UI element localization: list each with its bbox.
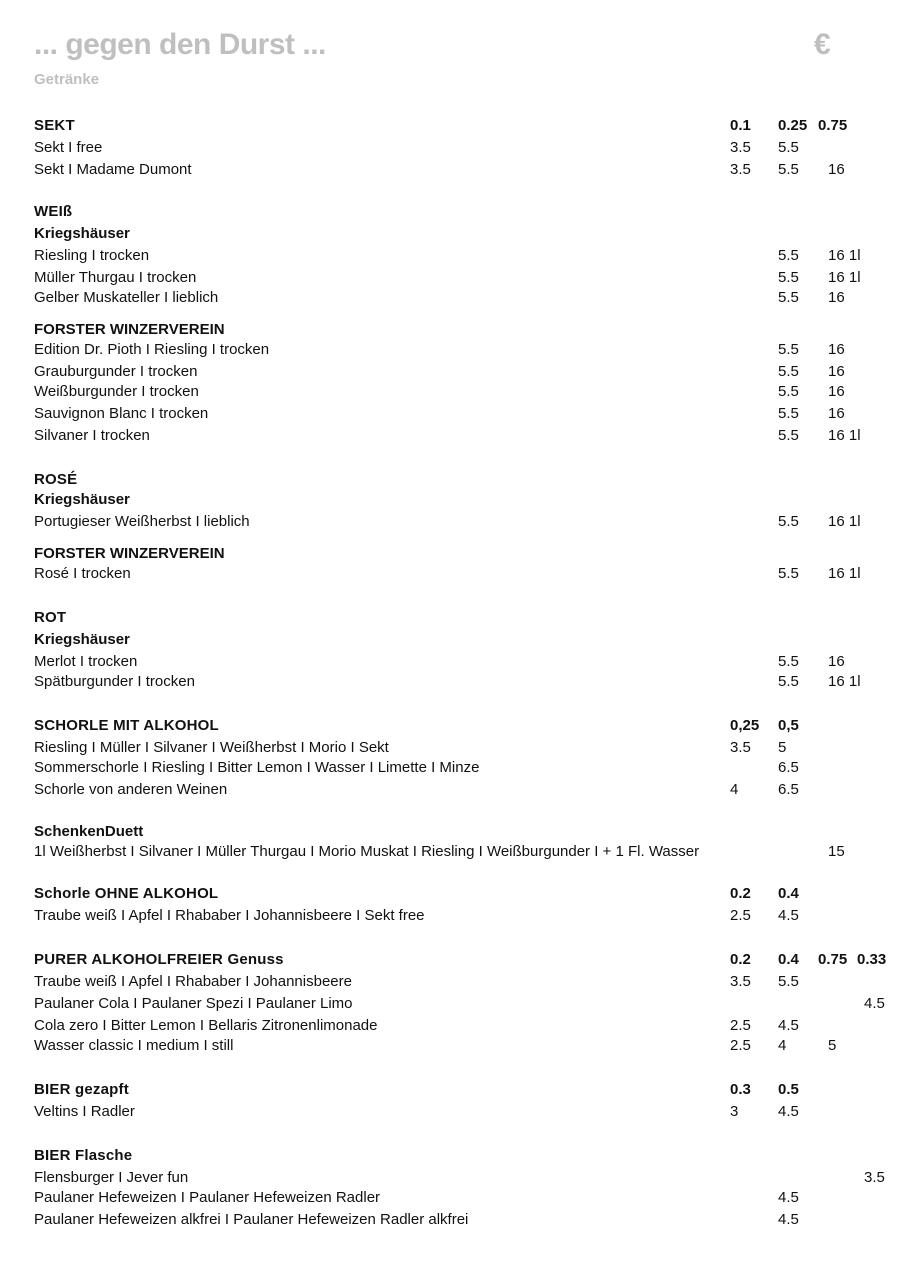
price-value: 4.5 (778, 1017, 799, 1034)
section-heading (0, 608, 912, 628)
menu-item-row (0, 1168, 912, 1188)
price-value: 5.5 (778, 565, 799, 582)
menu-item-row (0, 426, 912, 446)
price-value: 3.5 (730, 139, 751, 156)
menu-item-row (0, 268, 912, 288)
price-value: 3.5 (730, 973, 751, 990)
price-value: 16 1l (828, 513, 861, 530)
price-value: 4 (730, 781, 739, 798)
size-header: 0.2 (730, 885, 751, 902)
price-value: 3.5 (730, 739, 751, 756)
heading-label: Kriegshäuser (34, 491, 130, 508)
item-label: Traube weiß I Apfel I Rhababer I Johannisbeere I Sekt free (34, 907, 425, 924)
price-value: 4.5 (778, 1211, 799, 1228)
heading-label: BIER Flasche (34, 1147, 133, 1164)
menu-item-row (0, 758, 912, 778)
heading-label: SCHORLE MIT ALKOHOL (34, 717, 219, 734)
heading-label: ROT (34, 609, 67, 626)
price-value: 5.5 (778, 673, 799, 690)
item-label: Riesling I trocken (34, 247, 150, 264)
menu-item-row (0, 672, 912, 692)
price-value: 16 (828, 405, 845, 422)
price-value: 5.5 (778, 289, 799, 306)
menu-item-row (0, 1016, 912, 1036)
price-value: 16 (828, 341, 845, 358)
price-value: 4.5 (778, 907, 799, 924)
subsection-heading (0, 320, 912, 340)
size-header: 0.3 (730, 1081, 751, 1098)
menu-item-row (0, 972, 912, 992)
size-header: 0.75 (818, 117, 848, 134)
section-heading (0, 716, 912, 736)
item-label: Merlot I trocken (34, 653, 138, 670)
item-label: Wasser classic I medium I still (34, 1037, 234, 1054)
heading-label: BIER gezapft (34, 1081, 129, 1098)
section-heading (0, 202, 912, 222)
item-label: Traube weiß I Apfel I Rhababer I Johannisbeere (34, 973, 352, 990)
heading-label: ROSÉ (34, 471, 78, 488)
page-title: ... gegen den Durst ... (34, 28, 326, 61)
item-label: Sommerschorle I Riesling I Bitter Lemon I Wasser I Limette I Minze (34, 759, 480, 776)
subsection-heading (0, 822, 912, 842)
price-value: 16 1l (828, 247, 861, 264)
section-heading (0, 116, 912, 136)
price-value: 16 (828, 653, 845, 670)
price-value: 2.5 (730, 1037, 751, 1054)
item-label: Weißburgunder I trocken (34, 383, 199, 400)
price-value: 5.5 (778, 973, 799, 990)
menu-item-row (0, 404, 912, 424)
price-value: 5 (828, 1037, 837, 1054)
size-header: 0.4 (778, 951, 799, 968)
price-value: 5.5 (778, 161, 799, 178)
item-label: Portugieser Weißherbst I lieblich (34, 513, 250, 530)
menu-item-row (0, 288, 912, 308)
price-value: 2.5 (730, 1017, 751, 1034)
menu-item-row (0, 1036, 912, 1056)
size-header: 0,5 (778, 717, 799, 734)
price-value: 6.5 (778, 781, 799, 798)
price-value: 2.5 (730, 907, 751, 924)
size-header: 0.75 (818, 951, 848, 968)
menu-item-row (0, 780, 912, 800)
price-value: 16 (828, 383, 845, 400)
item-label: Gelber Muskateller I lieblich (34, 289, 219, 306)
item-label: Cola zero I Bitter Lemon I Bellaris Zitronenlimonade (34, 1017, 378, 1034)
heading-label: Kriegshäuser (34, 225, 130, 242)
menu-item-row (0, 512, 912, 532)
item-label: Rosé I trocken (34, 565, 131, 582)
size-header: 0.25 (778, 117, 808, 134)
price-value: 5.5 (778, 139, 799, 156)
price-value: 5.5 (778, 247, 799, 264)
item-label: Paulaner Hefeweizen I Paulaner Hefeweizen Radler (34, 1189, 381, 1206)
item-label: Paulaner Hefeweizen alkfrei I Paulaner Hefeweizen Radler alkfrei (34, 1211, 469, 1228)
size-header: 0,25 (730, 717, 760, 734)
item-label: Sekt I free (34, 139, 103, 156)
size-header: 0.1 (730, 117, 751, 134)
price-value: 5 (778, 739, 787, 756)
menu-item-row (0, 382, 912, 402)
price-value: 3 (730, 1103, 739, 1120)
section-heading (0, 470, 912, 490)
price-value: 16 (828, 363, 845, 380)
size-header: 0.5 (778, 1081, 799, 1098)
size-header: 0.33 (857, 951, 887, 968)
menu-item-row (0, 1210, 912, 1230)
price-value: 15 (828, 843, 845, 860)
heading-label: Kriegshäuser (34, 631, 130, 648)
menu-item-row (0, 842, 912, 862)
item-label: Sekt I Madame Dumont (34, 161, 192, 178)
menu-item-row (0, 246, 912, 266)
heading-label: Schorle OHNE ALKOHOL (34, 885, 219, 902)
price-value: 3.5 (730, 161, 751, 178)
heading-label: FORSTER WINZERVEREIN (34, 321, 225, 338)
heading-label: SEKT (34, 117, 75, 134)
price-value: 6.5 (778, 759, 799, 776)
item-label: Riesling I Müller I Silvaner I Weißherbst I Morio I Sekt (34, 739, 389, 756)
menu-item-row (0, 906, 912, 926)
heading-label: PURER ALKOHOLFREIER Genuss (34, 951, 284, 968)
menu-item-row (0, 362, 912, 382)
item-label: Grauburgunder I trocken (34, 363, 198, 380)
price-value: 16 1l (828, 565, 861, 582)
size-header: 0.4 (778, 885, 799, 902)
menu-item-row (0, 1102, 912, 1122)
section-heading (0, 950, 912, 970)
price-value: 4.5 (778, 1189, 799, 1206)
currency-symbol: € (814, 28, 831, 61)
item-label: Flensburger I Jever fun (34, 1169, 189, 1186)
menu-item-row (0, 160, 912, 180)
section-heading (0, 1146, 912, 1166)
heading-label: FORSTER WINZERVEREIN (34, 545, 225, 562)
menu-item-row (0, 994, 912, 1014)
price-value: 16 1l (828, 673, 861, 690)
price-value: 5.5 (778, 405, 799, 422)
item-label: 1l Weißherbst I Silvaner I Müller Thurgau I Morio Muskat I Riesling I Weißburgunder I + 1 Fl. Wasser (34, 843, 700, 860)
item-label: Paulaner Cola I Paulaner Spezi I Paulaner Limo (34, 995, 353, 1012)
price-value: 4.5 (778, 1103, 799, 1120)
item-label: Sauvignon Blanc I trocken (34, 405, 209, 422)
heading-label: SchenkenDuett (34, 823, 144, 840)
subsection-heading (0, 224, 912, 244)
subsection-heading (0, 544, 912, 564)
item-label: Silvaner I trocken (34, 427, 150, 444)
price-value: 16 1l (828, 269, 861, 286)
price-value: 5.5 (778, 383, 799, 400)
price-value: 5.5 (778, 427, 799, 444)
page-subtitle: Getränke (34, 71, 100, 88)
price-value: 4.5 (864, 995, 885, 1012)
price-value: 3.5 (864, 1169, 885, 1186)
price-value: 16 1l (828, 427, 861, 444)
price-value: 5.5 (778, 341, 799, 358)
subsection-heading (0, 630, 912, 650)
price-value: 5.5 (778, 513, 799, 530)
menu-item-row (0, 652, 912, 672)
item-label: Edition Dr. Pioth I Riesling I trocken (34, 341, 270, 358)
item-label: Müller Thurgau I trocken (34, 269, 197, 286)
size-header: 0.2 (730, 951, 751, 968)
price-value: 16 (828, 161, 845, 178)
menu-item-row (0, 340, 912, 360)
item-label: Schorle von anderen Weinen (34, 781, 228, 798)
section-heading (0, 1080, 912, 1100)
menu-item-row (0, 1188, 912, 1208)
price-value: 16 (828, 289, 845, 306)
heading-label: WEIß (34, 203, 73, 220)
price-value: 5.5 (778, 363, 799, 380)
item-label: Spätburgunder I trocken (34, 673, 195, 690)
item-label: Veltins I Radler (34, 1103, 135, 1120)
menu-item-row (0, 564, 912, 584)
price-value: 5.5 (778, 653, 799, 670)
price-value: 4 (778, 1037, 787, 1054)
section-heading (0, 884, 912, 904)
menu-item-row (0, 738, 912, 758)
subsection-heading (0, 490, 912, 510)
menu-item-row (0, 138, 912, 158)
price-value: 5.5 (778, 269, 799, 286)
